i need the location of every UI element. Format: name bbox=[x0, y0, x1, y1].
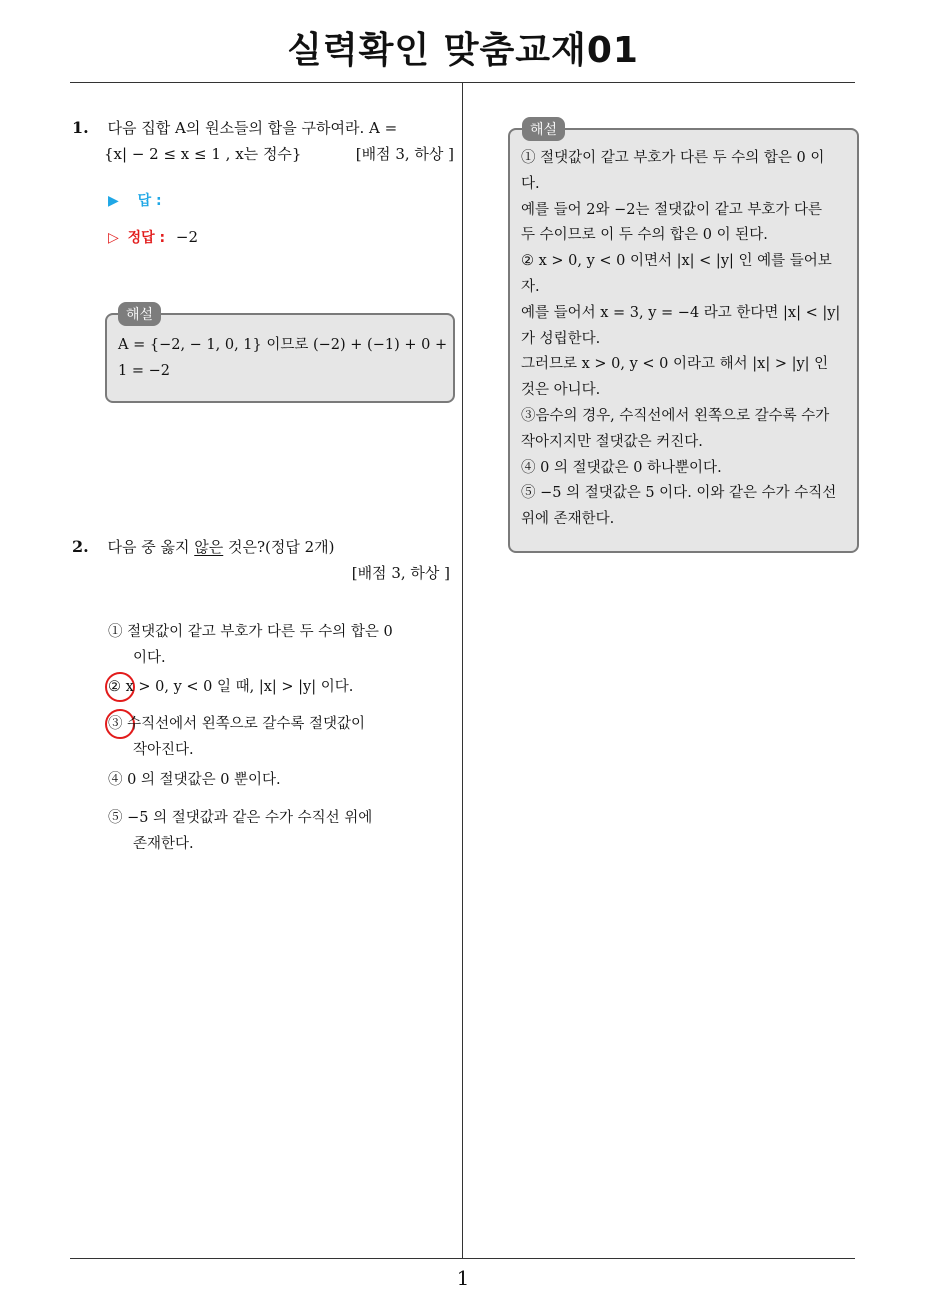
explanation-line: ⑤ −5 의 절댓값은 5 이다. 이와 같은 수가 수직선 bbox=[521, 485, 837, 502]
choice-text: ⑤ −5 의 절댓값과 같은 수가 수직선 위에 bbox=[108, 810, 373, 826]
choice-1[interactable] bbox=[108, 619, 393, 671]
page-number: 1 bbox=[456, 1266, 470, 1290]
column-divider bbox=[462, 83, 463, 1258]
question-meta: [배점 3, 하상 ] bbox=[351, 564, 450, 582]
choice-text: ② x > 0, y < 0 일 때, |x| > |y| 이다. bbox=[108, 679, 354, 695]
explanation-line: 것은 아니다. bbox=[521, 382, 601, 399]
choice-3[interactable] bbox=[108, 711, 365, 763]
choice-4[interactable] bbox=[108, 767, 281, 793]
explanation-line: 두 수이므로 이 두 수의 합은 0 이 된다. bbox=[521, 227, 768, 244]
question-1 bbox=[72, 115, 457, 167]
correct-answer-value: −2 bbox=[175, 228, 198, 246]
explanation-line: A = {−2, − 1, 0, 1} 이므로 (−2) + (−1) + 0 + bbox=[118, 337, 448, 353]
choice-text: ④ 0 의 절댓값은 0 뿐이다. bbox=[108, 772, 281, 788]
choice-2[interactable] bbox=[108, 674, 353, 700]
explanation-line: ③음수의 경우, 수직선에서 왼쪽으로 갈수록 수가 bbox=[521, 407, 830, 424]
choice-text: 존재한다. bbox=[133, 836, 194, 852]
explanation-line: 다. bbox=[521, 175, 540, 192]
choice-text: ③ 수직선에서 왼쪽으로 갈수록 절댓값이 bbox=[108, 716, 366, 732]
explanation-line: 그러므로 x > 0, y < 0 이라고 해서 |x| > |y| 인 bbox=[521, 356, 829, 373]
explanation-text bbox=[118, 333, 448, 385]
choice-text: ① 절댓값이 같고 부호가 다른 두 수의 합은 0 bbox=[108, 624, 393, 640]
question-text: 다음 중 옳지 bbox=[107, 538, 195, 556]
explanation-line: 작아지지만 절댓값은 커진다. bbox=[521, 433, 703, 450]
question-number: 2. bbox=[72, 537, 89, 556]
explanation-line: 위에 존재한다. bbox=[521, 511, 615, 528]
explanation-tag: 해설 bbox=[118, 302, 161, 326]
answer-label: 답 : bbox=[137, 193, 162, 209]
explanation-line: ② x > 0, y < 0 이면서 |x| < |y| 인 예를 들어보 bbox=[521, 253, 832, 270]
explanation-line: 가 성립한다. bbox=[521, 330, 601, 347]
question-number: 1. bbox=[72, 118, 89, 137]
correct-answer-label: 정답 : bbox=[127, 230, 166, 246]
correct-answer-row bbox=[108, 225, 198, 250]
explanation-tag: 해설 bbox=[522, 117, 565, 141]
question-text-suffix: 것은?(정답 2개) bbox=[223, 538, 335, 556]
question-2 bbox=[72, 534, 452, 586]
explanation-line: ④ 0 의 절댓값은 0 하나뿐이다. bbox=[521, 459, 722, 476]
page-title: 실력확인 맞춤교재01 bbox=[287, 30, 639, 71]
choice-5[interactable] bbox=[108, 805, 372, 857]
explanation-line: 예를 들어 2와 −2는 절댓값이 같고 부호가 다른 bbox=[521, 201, 822, 218]
choice-text: 작아진다. bbox=[133, 742, 194, 758]
explanation-line: 자. bbox=[521, 278, 540, 295]
explanation-line: ① 절댓값이 같고 부호가 다른 두 수의 합은 0 이 bbox=[521, 150, 825, 166]
play-outline-icon: ▷ bbox=[108, 230, 119, 246]
explanation-line: 예를 들어서 x = 3, y = −4 라고 한다면 |x| < |y| bbox=[521, 304, 841, 321]
explanation-text bbox=[521, 146, 851, 533]
choice-text: 이다. bbox=[133, 650, 166, 666]
question-emphasis: 않은 bbox=[194, 538, 224, 556]
play-icon: ▶ bbox=[108, 193, 119, 209]
question-text: 다음 집합 A의 원소들의 합을 구하여라. A = bbox=[107, 119, 398, 137]
footer-divider bbox=[70, 1258, 855, 1259]
explanation-line: 1 = −2 bbox=[118, 362, 170, 379]
question-text-continued: {x| − 2 ≤ x ≤ 1 , x는 정수} bbox=[104, 145, 302, 163]
answer-row bbox=[108, 188, 162, 213]
question-meta: [배점 3, 하상 ] bbox=[355, 145, 454, 163]
